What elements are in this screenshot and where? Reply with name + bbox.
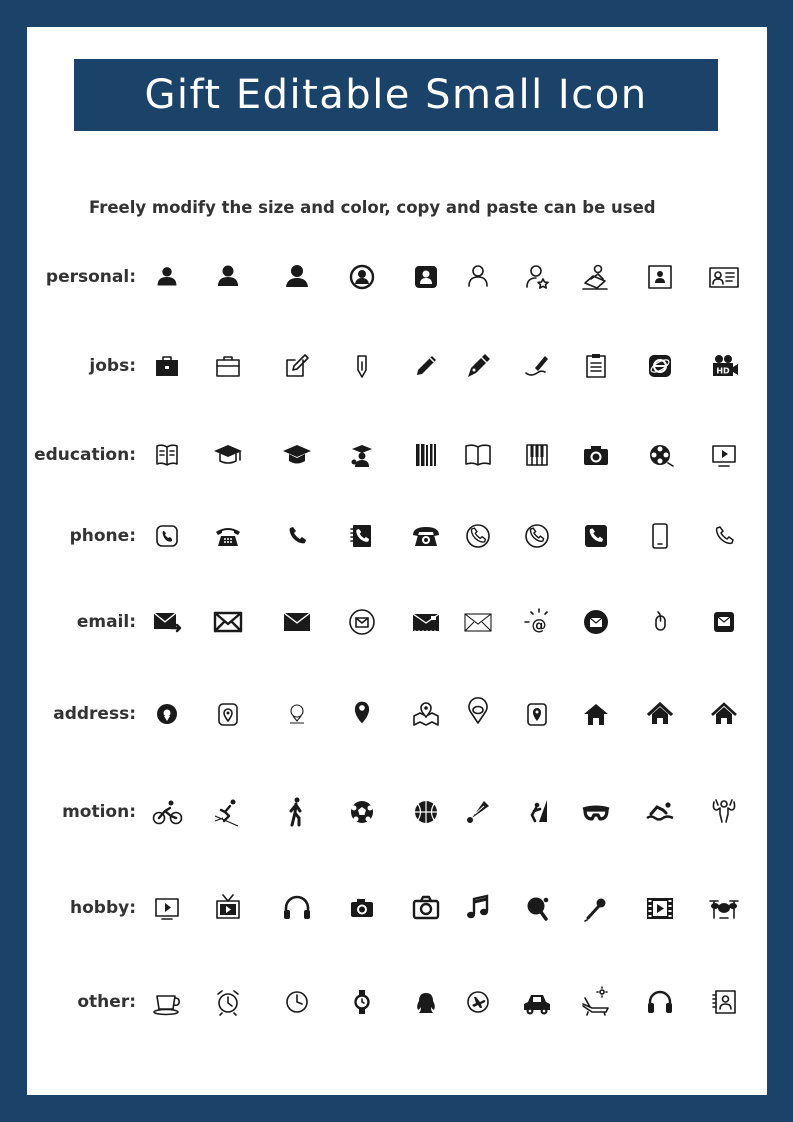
row-label: address:	[53, 704, 136, 724]
location-circle-icon	[149, 696, 185, 732]
row-label: jobs:	[89, 356, 136, 376]
airplane-circle-icon	[460, 984, 496, 1020]
badminton-shuttlecock-icon	[460, 794, 496, 830]
svg-text:HD: HD	[716, 366, 730, 376]
mobile-phone-icon	[642, 518, 678, 554]
rotary-phone-icon	[408, 518, 444, 554]
title-banner	[74, 59, 718, 131]
strongman-icon	[706, 794, 742, 830]
graduation-cap-outline-icon	[210, 437, 246, 473]
mail-circle-icon	[578, 604, 614, 640]
graduate-student-icon	[344, 437, 380, 473]
tv-icon	[210, 890, 246, 926]
address-book-icon	[706, 984, 742, 1020]
soccer-ball-icon	[344, 794, 380, 830]
user-avatar-icon	[279, 259, 315, 295]
briefcase-icon	[149, 348, 185, 384]
swimming-icon	[642, 794, 678, 830]
microphone-icon	[578, 890, 614, 926]
video-player-icon	[149, 890, 185, 926]
row-label: motion:	[62, 802, 136, 822]
mail-square-icon	[706, 604, 742, 640]
subtitle: Freely modify the size and color, copy and paste can be used	[89, 198, 656, 217]
ping-pong-icon	[519, 890, 555, 926]
open-book-outline-icon	[149, 437, 185, 473]
coffee-cup-icon	[149, 984, 185, 1020]
open-book-icon	[460, 437, 496, 473]
icon-row	[27, 430, 767, 480]
camera-small-icon	[344, 890, 380, 926]
row-label: other:	[77, 992, 136, 1012]
beach-chair-icon	[578, 984, 614, 1020]
headset-icon	[642, 984, 678, 1020]
user-icon	[210, 259, 246, 295]
desk-telephone-icon	[210, 518, 246, 554]
basketball-icon	[408, 794, 444, 830]
id-card-icon	[706, 259, 742, 295]
icon-row	[27, 689, 767, 739]
contact-badge-icon	[408, 259, 444, 295]
hd-camera-icon	[706, 348, 742, 384]
film-reel-icon	[642, 437, 678, 473]
bookshelf-icon	[408, 437, 444, 473]
graduation-cap-icon	[279, 437, 315, 473]
icon-row	[27, 787, 767, 837]
clipboard-icon	[578, 348, 614, 384]
skiing-icon	[210, 794, 246, 830]
pin-outline-icon	[460, 696, 496, 732]
phone-circle-icon	[460, 518, 496, 554]
alarm-clock-icon	[210, 984, 246, 1020]
envelope-icon	[279, 604, 315, 640]
row-label: hobby:	[70, 898, 136, 918]
climbing-icon	[519, 794, 555, 830]
icon-row	[27, 977, 767, 1027]
piano-keys-icon	[519, 437, 555, 473]
icon-row	[27, 597, 767, 647]
wristwatch-icon	[344, 984, 380, 1020]
headphones-icon	[279, 890, 315, 926]
pen-nib-outline-icon	[344, 348, 380, 384]
location-outline-icon	[279, 696, 315, 732]
mail-forward-icon	[149, 604, 185, 640]
clock-icon	[279, 984, 315, 1020]
user-circle-icon	[344, 259, 380, 295]
music-note-icon	[460, 890, 496, 926]
internet-explorer-icon	[642, 348, 678, 384]
envelope-outline-icon	[210, 604, 246, 640]
running-icon	[279, 794, 315, 830]
phone-circle-outline-icon	[519, 518, 555, 554]
qq-penguin-icon	[408, 984, 444, 1020]
user-frame-icon	[642, 259, 678, 295]
film-strip-icon	[642, 890, 678, 926]
phone-square-outline-icon	[149, 518, 185, 554]
edit-note-icon	[279, 348, 315, 384]
mail-circle-outline-icon	[344, 604, 380, 640]
airmail-stamp-icon	[408, 604, 444, 640]
row-label: personal:	[45, 267, 136, 287]
home-outline-icon	[706, 696, 742, 732]
document-page	[27, 27, 767, 1095]
briefcase-outline-icon	[210, 348, 246, 384]
mouse-icon	[642, 604, 678, 640]
phone-book-icon	[344, 518, 380, 554]
phone-outline-icon	[706, 518, 742, 554]
user-silhouette-icon	[149, 259, 185, 295]
icon-row	[27, 252, 767, 302]
pen-sign-icon	[519, 348, 555, 384]
fountain-pen-icon	[460, 348, 496, 384]
at-sign-alert-icon	[519, 604, 555, 640]
camera-outline-icon	[408, 890, 444, 926]
row-label: phone:	[69, 526, 136, 546]
page-title: Gift Editable Small Icon	[144, 72, 648, 118]
icon-row	[27, 883, 767, 933]
map-location-icon	[408, 696, 444, 732]
camera-icon	[578, 437, 614, 473]
user-outline-icon	[460, 259, 496, 295]
user-laptop-icon	[578, 259, 614, 295]
monitor-play-icon	[706, 437, 742, 473]
location-badge-icon	[519, 696, 555, 732]
icon-row	[27, 511, 767, 561]
house-icon	[578, 696, 614, 732]
map-pin-icon	[344, 696, 380, 732]
row-label: email:	[76, 612, 136, 632]
envelope-thin-icon	[460, 604, 496, 640]
user-star-icon	[519, 259, 555, 295]
pencil-icon	[408, 348, 444, 384]
phone-handset-icon	[279, 518, 315, 554]
svg-text:@: @	[531, 616, 547, 634]
location-square-icon	[210, 696, 246, 732]
car-icon	[519, 984, 555, 1020]
home-roof-icon	[642, 696, 678, 732]
cycling-icon	[149, 794, 185, 830]
row-label: education:	[34, 445, 136, 465]
phone-square-icon	[578, 518, 614, 554]
drum-kit-icon	[706, 890, 742, 926]
swim-goggles-icon	[578, 794, 614, 830]
icon-row	[27, 341, 767, 391]
